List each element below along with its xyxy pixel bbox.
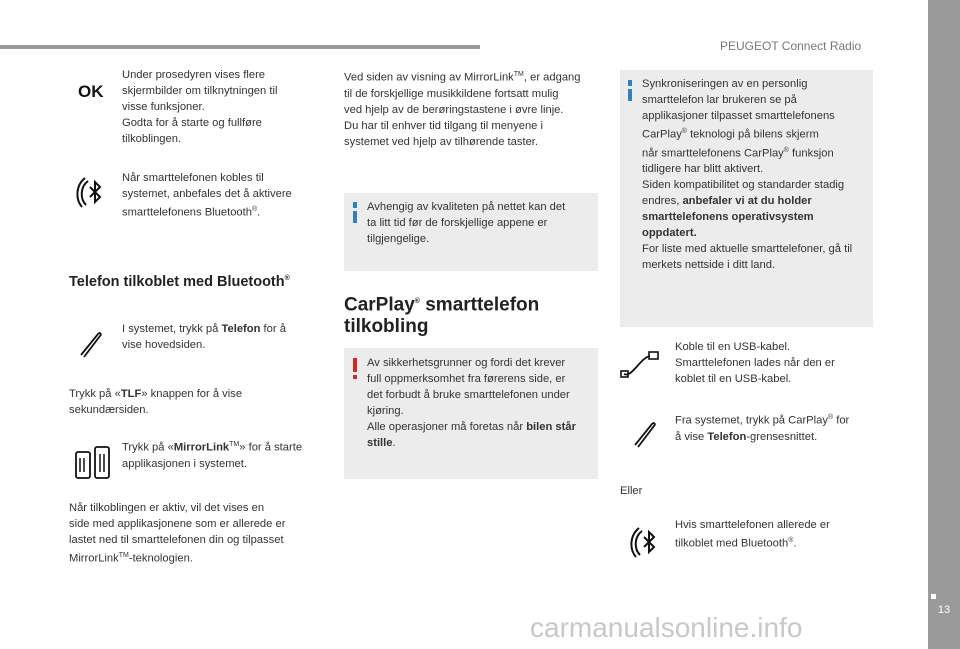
line	[642, 225, 872, 241]
text: CarPlay	[642, 128, 682, 141]
text: Ved siden av visning av MirrorLink	[344, 71, 514, 84]
warning-icon	[353, 358, 357, 372]
tm-mark: TM	[513, 71, 524, 78]
line: smarttelefonens Bluetooth®.	[122, 206, 261, 219]
eller-text: Eller	[620, 485, 643, 497]
mirrorlink-access-paragraph	[344, 67, 604, 150]
line	[642, 143, 872, 162]
text: » for å starte	[239, 441, 303, 454]
touch-icon	[632, 420, 658, 448]
line	[642, 124, 872, 143]
text: Alle operasjoner må foretas når	[367, 421, 527, 433]
text: smarttelefon	[419, 294, 540, 316]
text: tilkoblet med Bluetooth	[675, 537, 789, 550]
line: Synkroniseringen av en personlig	[642, 78, 808, 90]
line: det forbudt å bruke smarttelefonen under	[367, 389, 570, 401]
text: Trykk på «	[122, 441, 174, 454]
line: koblet til en USB-kabel.	[675, 373, 792, 385]
reg-mark: ®	[414, 298, 420, 305]
bluetooth-paragraph	[122, 170, 322, 221]
tm-mark: TM	[229, 441, 240, 448]
line: systemet, anbefales det å aktivere	[122, 188, 292, 200]
line: Under prosedyren vises flere	[122, 69, 266, 81]
warning-icon-dot	[353, 375, 357, 379]
bluetooth-touch-icon	[76, 175, 112, 211]
line: kjøring.	[367, 405, 404, 417]
info-network-text	[367, 199, 592, 247]
section-heading-carplay	[344, 291, 539, 338]
text: teknologi på bilens skjerm	[686, 128, 819, 141]
line: tilkoblet med Bluetooth®.	[675, 537, 797, 550]
line	[367, 435, 595, 451]
line: ta litt tid før de forskjellige appene er	[367, 217, 548, 229]
text: når smarttelefonens CarPlay	[642, 147, 784, 160]
bluetooth-connected-paragraph	[675, 517, 875, 552]
carplay-telefon-paragraph	[675, 410, 875, 445]
line: tilgjengelige.	[367, 233, 430, 245]
line: Godta for å starte og fullføre	[122, 117, 262, 129]
header-rule	[0, 45, 480, 49]
line: applikasjoner tilpasset smarttelefonens	[642, 110, 835, 122]
line: side med applikasjonene som er allerede er	[69, 518, 286, 530]
page-number: 13	[937, 604, 951, 616]
mirrorlink-icon	[74, 444, 112, 482]
bluetooth-touch-icon	[630, 525, 666, 561]
bold-text: TLF	[120, 388, 142, 400]
text: CarPlay	[344, 294, 415, 316]
text: endres,	[642, 195, 683, 208]
text: å vise	[675, 430, 708, 443]
section-heading-bluetooth	[69, 274, 290, 290]
continue-marker	[931, 594, 936, 599]
line	[69, 386, 319, 402]
line: Når tilkoblingen er aktiv, vil det vises en	[69, 502, 265, 514]
line	[642, 209, 872, 225]
line: Siden kompatibilitet og standarder stadig	[642, 179, 845, 192]
line: systemet ved hjelp av tilhørende taster.	[344, 135, 539, 148]
line: smarttelefon lar brukeren se på	[642, 94, 797, 106]
text: -teknologien.	[128, 552, 193, 565]
text: .	[392, 437, 396, 449]
line: tidligere har blitt aktivert.	[642, 163, 764, 176]
text: MirrorLink	[69, 552, 119, 565]
line	[367, 419, 595, 435]
tlf-paragraph	[69, 386, 319, 418]
line: Av sikkerhetsgrunner og fordi det krever	[367, 357, 566, 369]
text: for	[833, 414, 850, 427]
reg-mark: ®	[284, 275, 290, 283]
bold-text: Telefon	[221, 323, 261, 335]
page-sidebar	[928, 0, 960, 649]
line	[642, 193, 872, 209]
line: tilkobling	[344, 316, 429, 338]
line: merkets nettside i ditt land.	[642, 259, 776, 272]
text: for å	[260, 323, 286, 335]
reg-mark: ®	[783, 146, 789, 154]
text: Trykk på «	[69, 388, 121, 400]
info-icon-dot	[628, 80, 632, 86]
text: -grensesnittet.	[746, 430, 818, 443]
line: Smarttelefonen lades når den er	[675, 357, 835, 369]
text: Fra systemet, trykk på CarPlay	[675, 414, 828, 427]
warning-text	[367, 355, 595, 451]
bold-text: oppdatert.	[642, 227, 697, 240]
reg-mark: ®	[251, 206, 258, 213]
line	[122, 321, 322, 337]
tm-mark: TM	[118, 552, 129, 559]
info-carplay-text	[642, 76, 872, 273]
bold-text: bilen står	[526, 421, 576, 433]
line	[675, 429, 875, 445]
text: funksjon	[788, 147, 834, 160]
line: ved hjelp av de berøringstastene i øvre linje.	[344, 103, 564, 116]
line: Hvis smarttelefonen allerede er	[675, 519, 830, 531]
reg-mark: ®	[788, 537, 794, 544]
line	[69, 548, 329, 567]
bold-text: stille	[367, 437, 393, 449]
line: visse funksjoner.	[122, 101, 205, 113]
intro-paragraph	[122, 67, 322, 147]
info-icon	[353, 211, 357, 223]
usb-paragraph	[675, 339, 875, 387]
line: skjermbilder om tilknytningen til	[122, 85, 278, 97]
bold-text: Telefon	[707, 430, 747, 443]
bold-text: smarttelefonens operativsystem	[642, 211, 814, 224]
text: , er adgang	[523, 71, 581, 84]
line: Koble til en USB-kabel.	[675, 341, 791, 353]
telefon-paragraph	[122, 321, 322, 353]
header-title: PEUGEOT Connect Radio	[720, 39, 862, 53]
line: Avhengig av kvaliteten på nettet kan det	[367, 201, 566, 213]
line: sekundærsiden.	[69, 404, 149, 416]
line	[344, 291, 539, 316]
reg-mark: ®	[827, 414, 834, 421]
touch-icon	[78, 330, 104, 358]
text: » knappen for å vise	[141, 388, 243, 400]
watermark: carmanualsonline.info	[530, 612, 803, 643]
line: Når smarttelefonen kobles til	[122, 172, 264, 184]
bold-text: anbefaler vi at du holder	[682, 195, 812, 208]
line: Du har til enhver tid tilgang til menyene i	[344, 119, 543, 132]
bold-text: MirrorLink	[173, 441, 230, 454]
line: til de forskjellige musikkildene fortsatt mulig	[344, 87, 559, 100]
line	[344, 67, 604, 86]
usb-cable-icon	[620, 350, 660, 380]
line	[675, 410, 875, 429]
line: For liste med aktuelle smarttelefoner, gå til	[642, 243, 853, 256]
heading-text: Telefon tilkoblet med Bluetooth	[69, 274, 285, 290]
reg-mark: ®	[681, 128, 687, 135]
info-icon-dot	[353, 202, 357, 208]
info-icon	[628, 89, 632, 101]
line: lastet ned til smarttelefonen din og tilpasset	[69, 534, 284, 546]
line	[122, 437, 322, 456]
line: applikasjonen i systemet.	[122, 457, 247, 470]
line: vise hovedsiden.	[122, 339, 206, 351]
text: smarttelefonens Bluetooth	[122, 206, 252, 219]
active-connection-paragraph	[69, 500, 329, 567]
line: full oppmerksomhet fra førerens side, er	[367, 373, 566, 385]
mirrorlink-paragraph	[122, 437, 322, 472]
line: tilkoblingen.	[122, 133, 182, 145]
text: I systemet, trykk på	[122, 323, 222, 335]
ok-icon: OK	[78, 82, 104, 101]
